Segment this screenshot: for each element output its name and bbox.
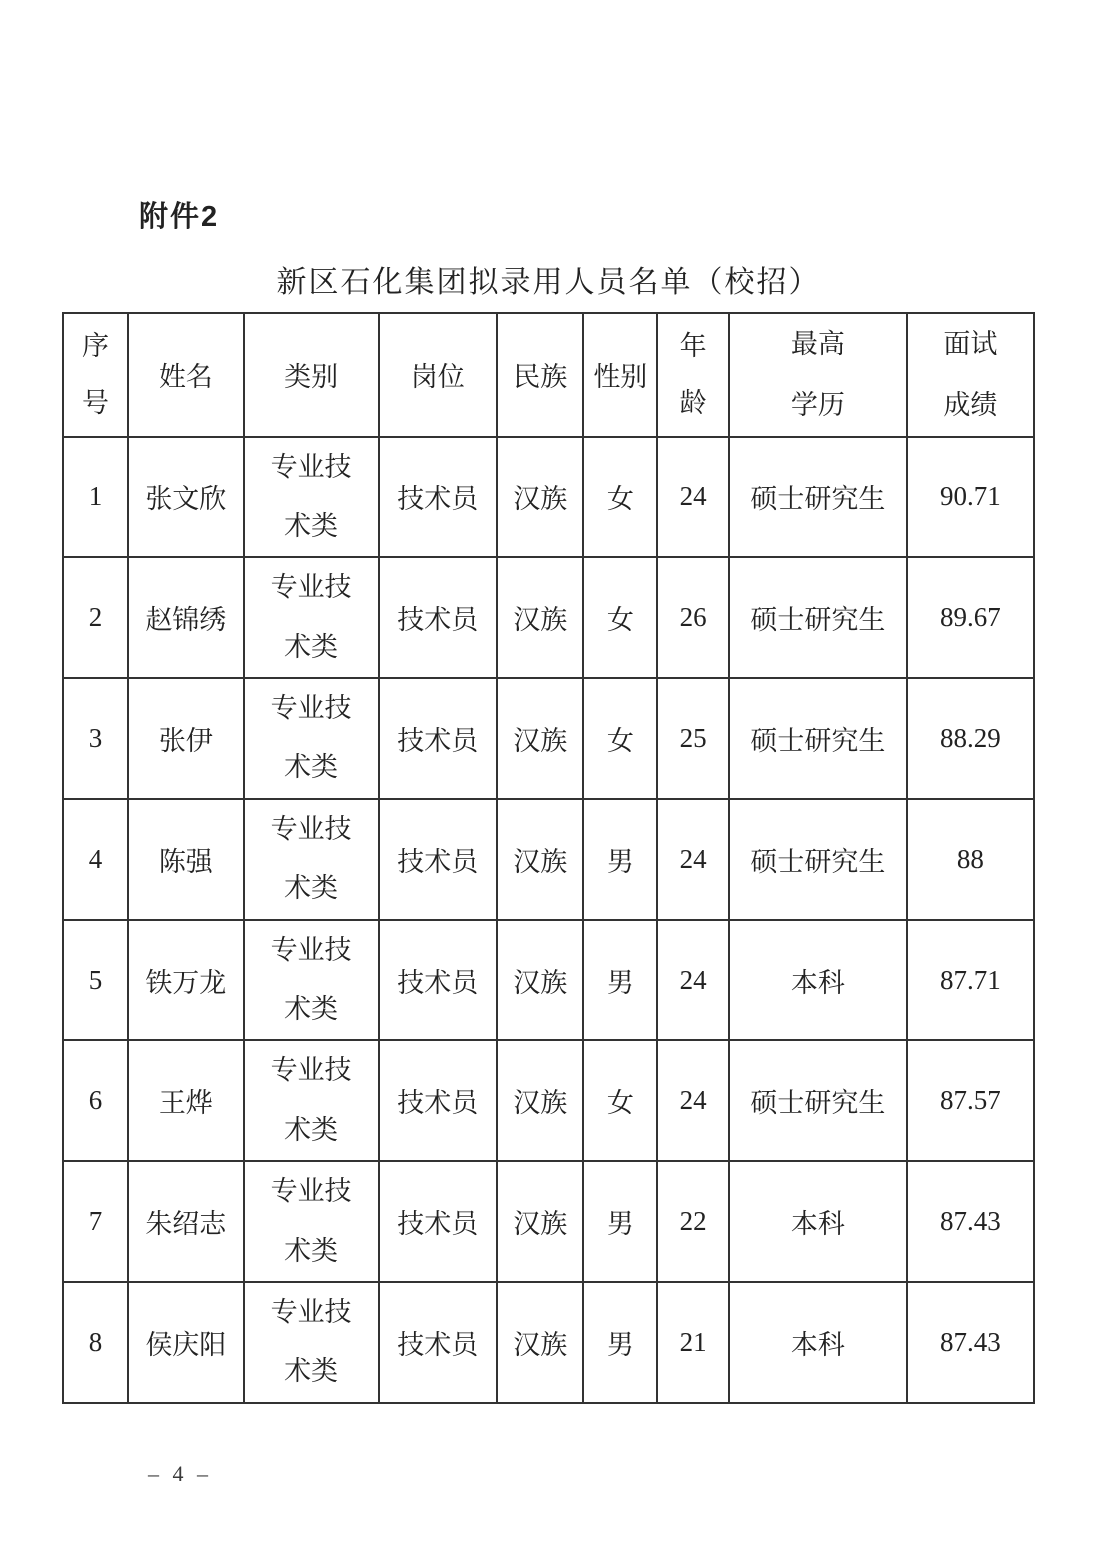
cell-ethnicity: 汉族 (497, 920, 583, 1041)
cell-category (244, 920, 379, 1041)
cell-index: 1 (63, 437, 128, 558)
table-row (63, 1282, 1034, 1403)
cell-category (244, 557, 379, 678)
cell-score: 87.57 (907, 1040, 1034, 1161)
cell-score: 87.43 (907, 1282, 1034, 1403)
page-number: – 4 – (148, 1461, 212, 1486)
cell-category-text: 专业技术类 (270, 693, 352, 783)
header-index (63, 313, 128, 437)
header-index-text: 序号 (82, 331, 110, 418)
cell-index: 2 (63, 557, 128, 678)
table-row (63, 557, 1034, 678)
table-row (63, 920, 1034, 1041)
cell-position: 技术员 (379, 920, 497, 1041)
table-row (63, 678, 1034, 799)
cell-name: 陈强 (128, 799, 244, 920)
cell-category (244, 1161, 379, 1282)
cell-gender: 男 (583, 799, 657, 920)
cell-name: 张伊 (128, 678, 244, 799)
cell-index: 8 (63, 1282, 128, 1403)
cell-gender: 女 (583, 1040, 657, 1161)
cell-age: 26 (657, 557, 729, 678)
header-score-text: 面试成绩 (943, 329, 998, 420)
header-age-text: 年龄 (679, 331, 707, 418)
cell-score: 88.29 (907, 678, 1034, 799)
cell-education: 本科 (729, 920, 907, 1041)
cell-category-text: 专业技术类 (270, 1296, 352, 1387)
cell-gender: 女 (583, 557, 657, 678)
cell-index: 3 (63, 678, 128, 799)
cell-ethnicity: 汉族 (497, 678, 583, 799)
cell-age: 21 (657, 1282, 729, 1403)
cell-ethnicity: 汉族 (497, 1161, 583, 1282)
header-score (907, 313, 1034, 437)
cell-age: 24 (657, 1040, 729, 1161)
cell-position: 技术员 (379, 799, 497, 920)
cell-education: 本科 (729, 1282, 907, 1403)
header-position: 岗位 (379, 313, 497, 437)
cell-category (244, 1040, 379, 1161)
table-header-row (63, 313, 1034, 437)
header-category: 类别 (244, 313, 379, 437)
cell-category-text: 专业技术类 (270, 1055, 352, 1145)
header-gender: 性别 (583, 313, 657, 437)
cell-index: 6 (63, 1040, 128, 1161)
attachment-label: 附件2 (139, 201, 220, 233)
cell-position: 技术员 (379, 557, 497, 678)
cell-index: 4 (63, 799, 128, 920)
cell-name: 王烨 (128, 1040, 244, 1161)
cell-education: 硕士研究生 (729, 1040, 907, 1161)
cell-name: 铁万龙 (128, 920, 244, 1041)
cell-name: 朱绍志 (128, 1161, 244, 1282)
cell-position: 技术员 (379, 678, 497, 799)
cell-name: 赵锦绣 (128, 557, 244, 678)
cell-score: 88 (907, 799, 1034, 920)
cell-position: 技术员 (379, 1161, 497, 1282)
table-row (63, 1161, 1034, 1282)
page-title: 新区石化集团拟录用人员名单（校招） (276, 266, 821, 299)
cell-index: 7 (63, 1161, 128, 1282)
table-row (63, 1040, 1034, 1161)
cell-ethnicity: 汉族 (497, 1282, 583, 1403)
header-education-text: 最高学历 (790, 329, 845, 420)
cell-gender: 男 (583, 1161, 657, 1282)
cell-education: 硕士研究生 (729, 437, 907, 558)
cell-ethnicity: 汉族 (497, 437, 583, 558)
cell-name: 张文欣 (128, 437, 244, 558)
cell-education: 硕士研究生 (729, 678, 907, 799)
cell-position: 技术员 (379, 1282, 497, 1403)
cell-education: 本科 (729, 1161, 907, 1282)
cell-age: 24 (657, 799, 729, 920)
cell-score: 89.67 (907, 557, 1034, 678)
header-ethnicity: 民族 (497, 313, 583, 437)
cell-category-text: 专业技术类 (270, 572, 352, 662)
cell-category (244, 678, 379, 799)
cell-age: 22 (657, 1161, 729, 1282)
cell-category-text: 专业技术类 (270, 451, 352, 541)
cell-category (244, 437, 379, 558)
header-name: 姓名 (128, 313, 244, 437)
cell-age: 24 (657, 920, 729, 1041)
roster-table (62, 312, 1035, 1404)
cell-ethnicity: 汉族 (497, 799, 583, 920)
cell-category-text: 专业技术类 (270, 934, 352, 1025)
cell-score: 87.71 (907, 920, 1034, 1041)
cell-gender: 女 (583, 678, 657, 799)
cell-category-text: 专业技术类 (270, 813, 352, 904)
cell-education: 硕士研究生 (729, 557, 907, 678)
cell-position: 技术员 (379, 1040, 497, 1161)
cell-score: 90.71 (907, 437, 1034, 558)
cell-category (244, 1282, 379, 1403)
cell-ethnicity: 汉族 (497, 557, 583, 678)
cell-age: 24 (657, 437, 729, 558)
table-row (63, 437, 1034, 558)
cell-gender: 女 (583, 437, 657, 558)
table-row (63, 799, 1034, 920)
cell-category-text: 专业技术类 (270, 1176, 352, 1266)
cell-score: 87.43 (907, 1161, 1034, 1282)
cell-ethnicity: 汉族 (497, 1040, 583, 1161)
header-age (657, 313, 729, 437)
header-education (729, 313, 907, 437)
cell-index: 5 (63, 920, 128, 1041)
cell-gender: 男 (583, 1282, 657, 1403)
cell-category (244, 799, 379, 920)
cell-position: 技术员 (379, 437, 497, 558)
cell-education: 硕士研究生 (729, 799, 907, 920)
cell-age: 25 (657, 678, 729, 799)
cell-gender: 男 (583, 920, 657, 1041)
cell-name: 侯庆阳 (128, 1282, 244, 1403)
